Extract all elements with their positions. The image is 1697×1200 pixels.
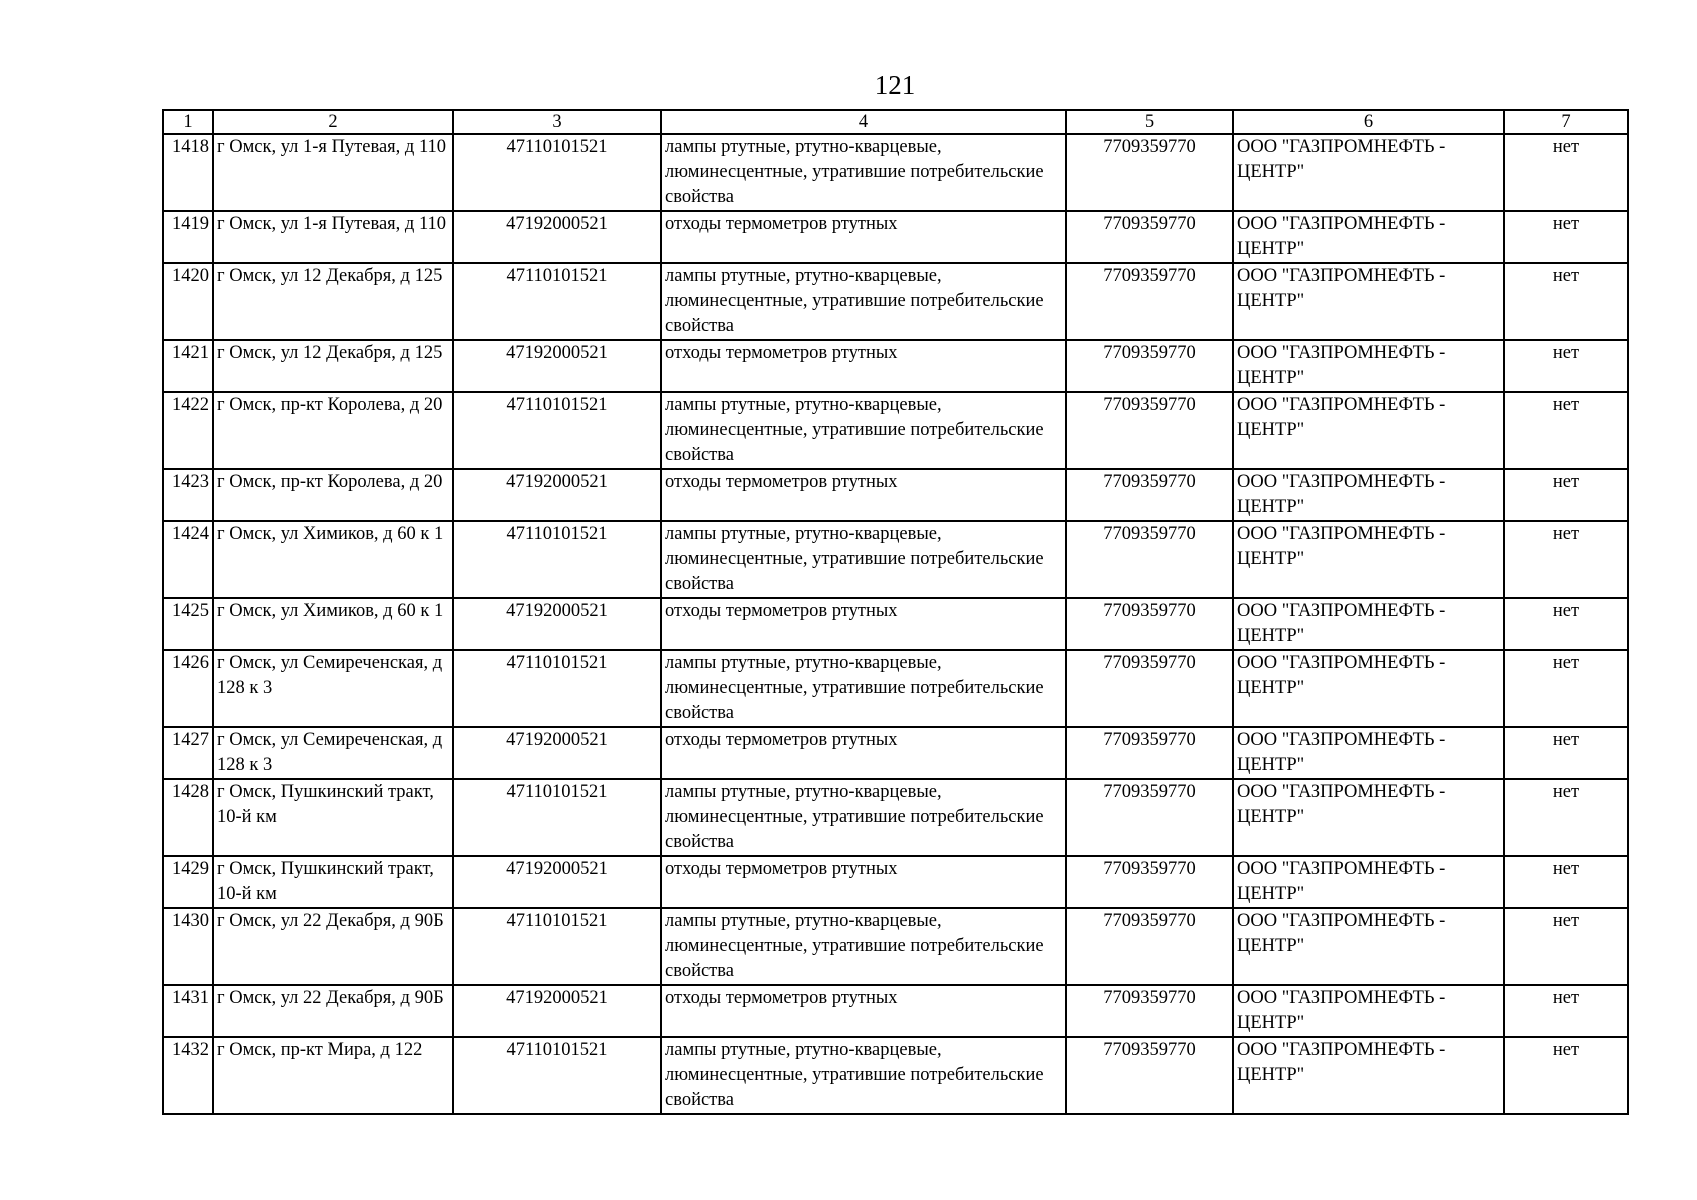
inn-cell: 7709359770 — [1066, 134, 1233, 211]
waste-code-cell: 47192000521 — [453, 340, 661, 392]
row-number-cell: 1428 — [163, 779, 213, 856]
address-cell: г Омск, ул Химиков, д 60 к 1 — [213, 521, 453, 598]
waste-code-cell: 47110101521 — [453, 263, 661, 340]
waste-name-cell: лампы ртутные, ртутно-кварцевые, люминесцентные, утратившие потребительские свойства — [661, 263, 1066, 340]
address-cell: г Омск, ул 22 Декабря, д 90Б — [213, 908, 453, 985]
waste-name-cell: лампы ртутные, ртутно-кварцевые, люминесцентные, утратившие потребительские свойства — [661, 779, 1066, 856]
column-number-row — [163, 110, 1628, 134]
table-row — [163, 650, 1628, 727]
address-cell: г Омск, ул 1-я Путевая, д 110 — [213, 134, 453, 211]
waste-code-cell: 47110101521 — [453, 521, 661, 598]
table-row — [163, 856, 1628, 908]
inn-cell: 7709359770 — [1066, 263, 1233, 340]
waste-code-cell: 47192000521 — [453, 469, 661, 521]
waste-code-cell: 47110101521 — [453, 134, 661, 211]
waste-code-cell: 47192000521 — [453, 211, 661, 263]
organization-cell: ООО "ГАЗПРОМНЕФТЬ - ЦЕНТР" — [1233, 856, 1504, 908]
waste-registry-table — [162, 109, 1629, 1115]
table-row — [163, 392, 1628, 469]
column-header: 4 — [661, 110, 1066, 134]
waste-code-cell: 47110101521 — [453, 908, 661, 985]
flag-cell: нет — [1504, 908, 1628, 985]
flag-cell: нет — [1504, 211, 1628, 263]
row-number-cell: 1425 — [163, 598, 213, 650]
flag-cell: нет — [1504, 392, 1628, 469]
inn-cell: 7709359770 — [1066, 727, 1233, 779]
waste-name-cell: отходы термометров ртутных — [661, 727, 1066, 779]
flag-cell: нет — [1504, 134, 1628, 211]
table-row — [163, 521, 1628, 598]
organization-cell: ООО "ГАЗПРОМНЕФТЬ - ЦЕНТР" — [1233, 908, 1504, 985]
inn-cell: 7709359770 — [1066, 856, 1233, 908]
table-row — [163, 340, 1628, 392]
waste-name-cell: отходы термометров ртутных — [661, 211, 1066, 263]
address-cell: г Омск, ул Семиреченская, д 128 к 3 — [213, 650, 453, 727]
organization-cell: ООО "ГАЗПРОМНЕФТЬ - ЦЕНТР" — [1233, 779, 1504, 856]
organization-cell: ООО "ГАЗПРОМНЕФТЬ - ЦЕНТР" — [1233, 469, 1504, 521]
column-header: 3 — [453, 110, 661, 134]
waste-name-cell: отходы термометров ртутных — [661, 340, 1066, 392]
page-number: 121 — [874, 70, 916, 100]
column-header: 6 — [1233, 110, 1504, 134]
waste-name-cell: отходы термометров ртутных — [661, 856, 1066, 908]
row-number-cell: 1430 — [163, 908, 213, 985]
row-number-cell: 1423 — [163, 469, 213, 521]
waste-code-cell: 47192000521 — [453, 856, 661, 908]
address-cell: г Омск, ул 1-я Путевая, д 110 — [213, 211, 453, 263]
row-number-cell: 1431 — [163, 985, 213, 1037]
table-row — [163, 779, 1628, 856]
organization-cell: ООО "ГАЗПРОМНЕФТЬ - ЦЕНТР" — [1233, 650, 1504, 727]
row-number-cell: 1418 — [163, 134, 213, 211]
column-header: 5 — [1066, 110, 1233, 134]
organization-cell: ООО "ГАЗПРОМНЕФТЬ - ЦЕНТР" — [1233, 1037, 1504, 1114]
table-row — [163, 985, 1628, 1037]
waste-name-cell: лампы ртутные, ртутно-кварцевые, люминесцентные, утратившие потребительские свойства — [661, 392, 1066, 469]
row-number-cell: 1424 — [163, 521, 213, 598]
inn-cell: 7709359770 — [1066, 779, 1233, 856]
column-header: 2 — [213, 110, 453, 134]
waste-name-cell: отходы термометров ртутных — [661, 598, 1066, 650]
address-cell: г Омск, пр-кт Мира, д 122 — [213, 1037, 453, 1114]
organization-cell: ООО "ГАЗПРОМНЕФТЬ - ЦЕНТР" — [1233, 727, 1504, 779]
address-cell: г Омск, пр-кт Королева, д 20 — [213, 469, 453, 521]
flag-cell: нет — [1504, 985, 1628, 1037]
flag-cell: нет — [1504, 650, 1628, 727]
column-header: 7 — [1504, 110, 1628, 134]
organization-cell: ООО "ГАЗПРОМНЕФТЬ - ЦЕНТР" — [1233, 521, 1504, 598]
waste-code-cell: 47110101521 — [453, 779, 661, 856]
flag-cell: нет — [1504, 856, 1628, 908]
inn-cell: 7709359770 — [1066, 469, 1233, 521]
row-number-cell: 1427 — [163, 727, 213, 779]
table-row — [163, 727, 1628, 779]
waste-name-cell: лампы ртутные, ртутно-кварцевые, люминесцентные, утратившие потребительские свойства — [661, 521, 1066, 598]
organization-cell: ООО "ГАЗПРОМНЕФТЬ - ЦЕНТР" — [1233, 134, 1504, 211]
flag-cell: нет — [1504, 779, 1628, 856]
flag-cell: нет — [1504, 469, 1628, 521]
flag-cell: нет — [1504, 521, 1628, 598]
organization-cell: ООО "ГАЗПРОМНЕФТЬ - ЦЕНТР" — [1233, 598, 1504, 650]
table-row — [163, 263, 1628, 340]
row-number-cell: 1426 — [163, 650, 213, 727]
organization-cell: ООО "ГАЗПРОМНЕФТЬ - ЦЕНТР" — [1233, 263, 1504, 340]
address-cell: г Омск, ул 12 Декабря, д 125 — [213, 340, 453, 392]
table-row — [163, 1037, 1628, 1114]
table-row — [163, 134, 1628, 211]
column-header: 1 — [163, 110, 213, 134]
waste-code-cell: 47192000521 — [453, 598, 661, 650]
flag-cell: нет — [1504, 1037, 1628, 1114]
organization-cell: ООО "ГАЗПРОМНЕФТЬ - ЦЕНТР" — [1233, 211, 1504, 263]
address-cell: г Омск, Пушкинский тракт, 10-й км — [213, 779, 453, 856]
table-row — [163, 211, 1628, 263]
address-cell: г Омск, ул Химиков, д 60 к 1 — [213, 598, 453, 650]
address-cell: г Омск, ул 12 Декабря, д 125 — [213, 263, 453, 340]
organization-cell: ООО "ГАЗПРОМНЕФТЬ - ЦЕНТР" — [1233, 392, 1504, 469]
waste-name-cell: лампы ртутные, ртутно-кварцевые, люминесцентные, утратившие потребительские свойства — [661, 134, 1066, 211]
waste-code-cell: 47110101521 — [453, 392, 661, 469]
waste-code-cell: 47192000521 — [453, 985, 661, 1037]
inn-cell: 7709359770 — [1066, 521, 1233, 598]
flag-cell: нет — [1504, 340, 1628, 392]
waste-name-cell: отходы термометров ртутных — [661, 985, 1066, 1037]
table-row — [163, 469, 1628, 521]
organization-cell: ООО "ГАЗПРОМНЕФТЬ - ЦЕНТР" — [1233, 985, 1504, 1037]
waste-name-cell: лампы ртутные, ртутно-кварцевые, люминесцентные, утратившие потребительские свойства — [661, 650, 1066, 727]
waste-name-cell: лампы ртутные, ртутно-кварцевые, люминесцентные, утратившие потребительские свойства — [661, 1037, 1066, 1114]
organization-cell: ООО "ГАЗПРОМНЕФТЬ - ЦЕНТР" — [1233, 340, 1504, 392]
row-number-cell: 1419 — [163, 211, 213, 263]
waste-code-cell: 47110101521 — [453, 650, 661, 727]
waste-name-cell: отходы термометров ртутных — [661, 469, 1066, 521]
waste-name-cell: лампы ртутные, ртутно-кварцевые, люминесцентные, утратившие потребительские свойства — [661, 908, 1066, 985]
inn-cell: 7709359770 — [1066, 908, 1233, 985]
waste-code-cell: 47110101521 — [453, 1037, 661, 1114]
row-number-cell: 1429 — [163, 856, 213, 908]
inn-cell: 7709359770 — [1066, 985, 1233, 1037]
row-number-cell: 1432 — [163, 1037, 213, 1114]
address-cell: г Омск, ул Семиреченская, д 128 к 3 — [213, 727, 453, 779]
inn-cell: 7709359770 — [1066, 211, 1233, 263]
address-cell: г Омск, ул 22 Декабря, д 90Б — [213, 985, 453, 1037]
flag-cell: нет — [1504, 727, 1628, 779]
flag-cell: нет — [1504, 598, 1628, 650]
table-row — [163, 908, 1628, 985]
inn-cell: 7709359770 — [1066, 340, 1233, 392]
address-cell: г Омск, Пушкинский тракт, 10-й км — [213, 856, 453, 908]
inn-cell: 7709359770 — [1066, 392, 1233, 469]
waste-code-cell: 47192000521 — [453, 727, 661, 779]
row-number-cell: 1420 — [163, 263, 213, 340]
table-row — [163, 598, 1628, 650]
inn-cell: 7709359770 — [1066, 650, 1233, 727]
row-number-cell: 1421 — [163, 340, 213, 392]
inn-cell: 7709359770 — [1066, 1037, 1233, 1114]
row-number-cell: 1422 — [163, 392, 213, 469]
flag-cell: нет — [1504, 263, 1628, 340]
address-cell: г Омск, пр-кт Королева, д 20 — [213, 392, 453, 469]
inn-cell: 7709359770 — [1066, 598, 1233, 650]
